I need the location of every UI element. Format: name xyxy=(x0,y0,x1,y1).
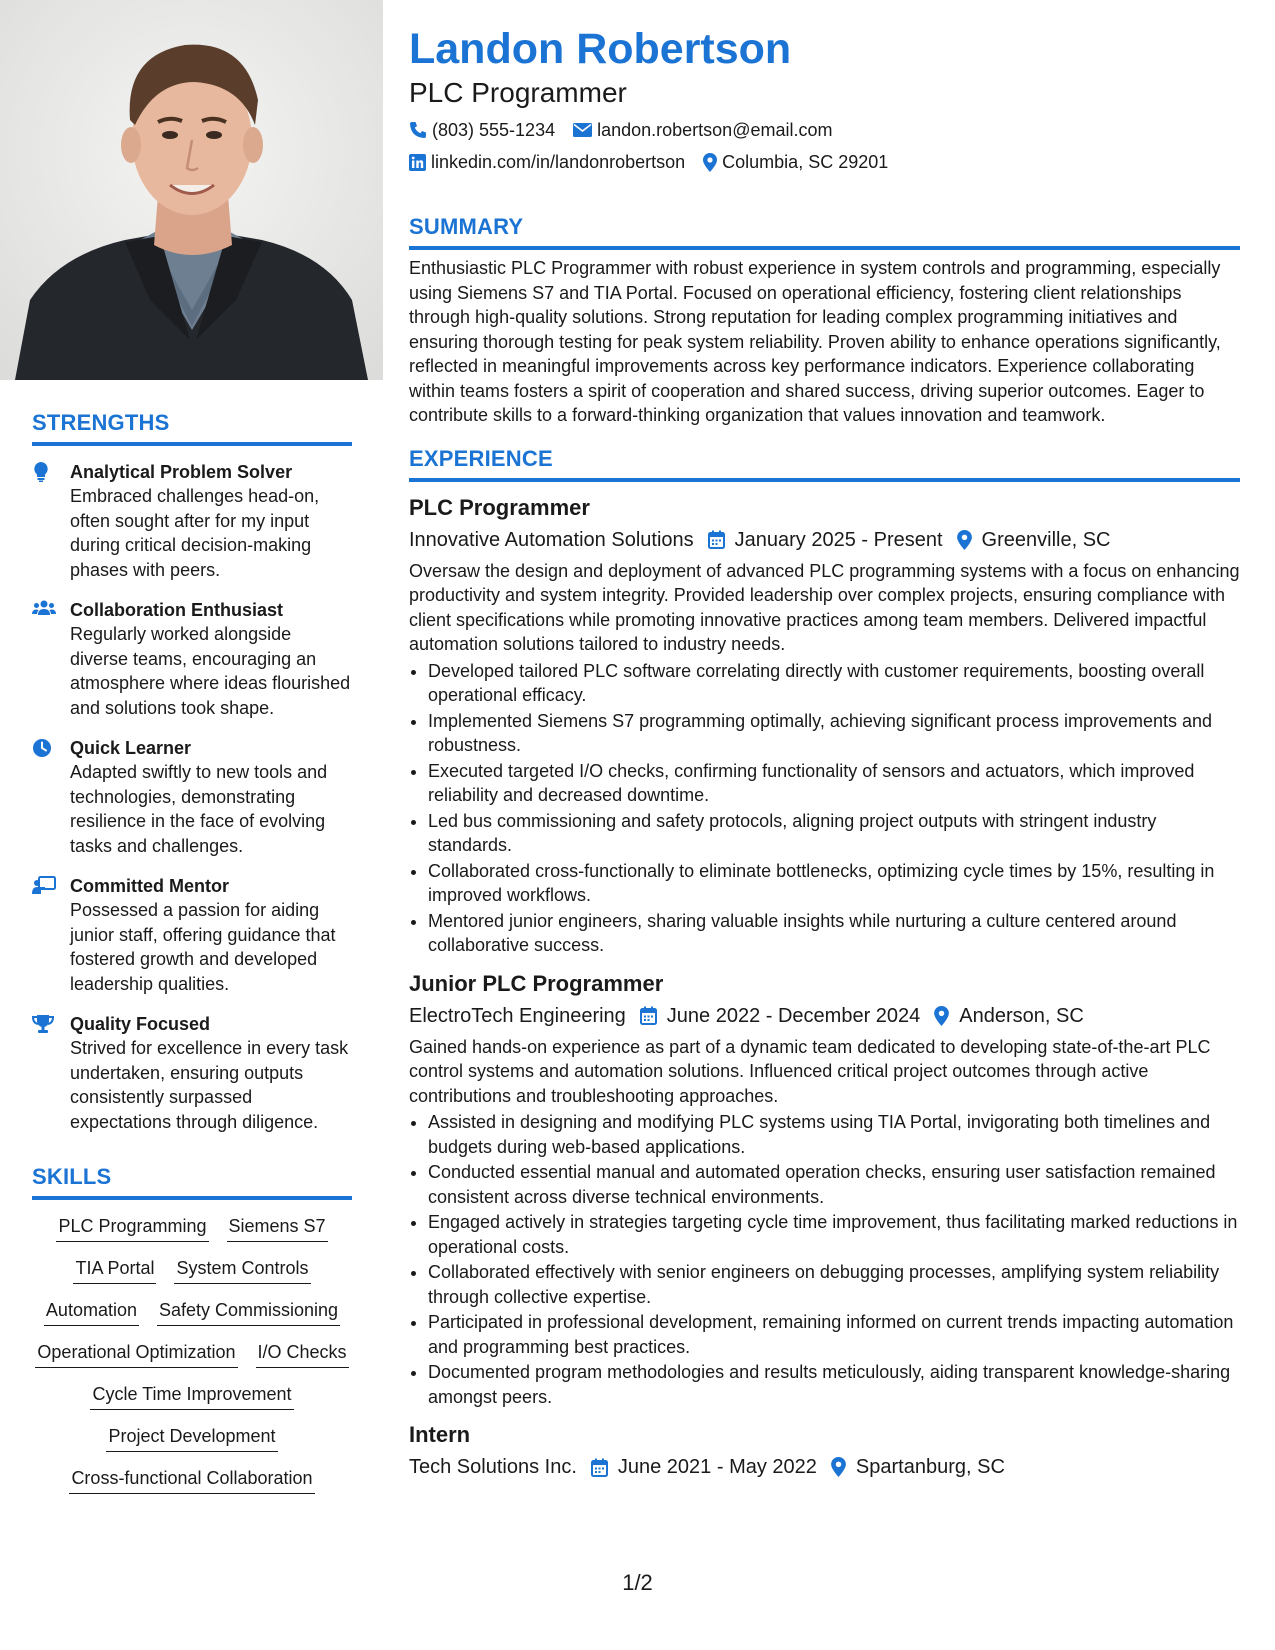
strength-item xyxy=(32,598,352,720)
job-dates-item xyxy=(591,1454,817,1480)
bullet-item: • Implemented Siemens S7 programming optimally, achieving significant process improvements and robustness. xyxy=(428,709,1240,758)
sidebar-content xyxy=(32,410,352,1494)
job-entry xyxy=(409,1421,1240,1480)
summary-heading: SUMMARY xyxy=(409,214,1240,250)
candidate-role: PLC Programmer xyxy=(409,77,627,108)
strength-desc: Adapted swiftly to new tools and technologies, demonstrating resilience in the face of evolving tasks and challenges. xyxy=(70,762,328,856)
strength-desc: Possessed a passion for aiding junior staff, offering guidance that fostered growth and developed leadership qualities. xyxy=(70,900,336,994)
job-location-item xyxy=(934,1003,1084,1029)
phone-icon xyxy=(409,121,432,139)
location-item xyxy=(703,150,888,174)
job-company: Tech Solutions Inc. xyxy=(409,1456,577,1478)
skill-tag: Cycle Time Improvement xyxy=(90,1382,293,1410)
job-company: Innovative Automation Solutions xyxy=(409,528,694,551)
strength-item xyxy=(32,736,352,858)
job-location: Spartanburg, SC xyxy=(855,1456,1005,1478)
strength-title: Quality Focused xyxy=(70,1014,211,1034)
users-icon xyxy=(32,598,70,720)
job-description: Oversaw the design and deployment of advanced PLC programming systems with a focus on enhancing productivity and system integrity. Provided leadership over complex projects, ensuring compliance with client specifications while promoting innovative practices among team members. Delivered impactful automation solutions tailored to industry needs. xyxy=(409,560,1240,654)
phone-item xyxy=(409,118,555,142)
phone-text[interactable]: (803) 555-1234 xyxy=(432,120,556,140)
skill-tag: I/O Checks xyxy=(256,1340,349,1368)
main-content xyxy=(409,24,1240,1480)
job-location-item xyxy=(957,527,1111,553)
bullet-item: • Mentored junior engineers, sharing valuable insights while nurturing a culture centered around collaborative success. xyxy=(428,909,1240,958)
map-pin-icon xyxy=(703,153,722,172)
strength-title: Committed Mentor xyxy=(70,876,229,896)
strength-desc: Embraced challenges head-on, often sought after for my input during critical decision-making phases with peers. xyxy=(70,486,320,580)
trophy-icon xyxy=(32,1012,70,1134)
strength-item xyxy=(32,874,352,996)
skill-tag: TIA Portal xyxy=(73,1256,156,1284)
job-dates: January 2025 - Present xyxy=(734,528,943,551)
strength-item xyxy=(32,460,352,582)
skill-tag: Siemens S7 xyxy=(227,1214,328,1242)
clock-icon xyxy=(32,736,70,858)
experience-heading: EXPERIENCE xyxy=(409,446,1240,482)
bullet-item: • Engaged actively in strategies targeting cycle time improvement, thus facilitating marked reductions in operational costs. xyxy=(428,1210,1240,1259)
candidate-name: Landon Robertson xyxy=(409,25,792,73)
skill-tag: System Controls xyxy=(174,1256,310,1284)
summary-section xyxy=(409,214,1240,428)
bullet-item: • Assisted in designing and modifying PLC systems using TIA Portal, invigorating both timelines and budgets during web-based applications. xyxy=(428,1110,1240,1159)
mentor-icon xyxy=(32,874,70,996)
strength-title: Quick Learner xyxy=(70,738,192,758)
skill-tag: Cross-functional Collaboration xyxy=(69,1466,314,1494)
map-pin-icon xyxy=(831,1457,856,1477)
job-bullets xyxy=(409,659,1240,958)
skill-tag: Project Development xyxy=(106,1424,277,1452)
job-title: PLC Programmer xyxy=(409,494,590,520)
job-dates: June 2022 - December 2024 xyxy=(666,1004,921,1027)
calendar-icon xyxy=(640,1006,667,1025)
page-number: 1/2 xyxy=(622,1570,653,1595)
bullet-item: • Documented program methodologies and results meticulously, aiding transparent knowledge-sharing amongst peers. xyxy=(428,1360,1240,1409)
job-dates-item xyxy=(708,527,943,553)
job-entry xyxy=(409,970,1240,1410)
bullet-item: • Developed tailored PLC software correlating directly with customer requirements, boosting overall operational efficacy. xyxy=(428,659,1240,708)
map-pin-icon xyxy=(934,1006,959,1026)
bullet-item: • Participated in professional development, remaining informed on current trends impacting automation and programming best practices. xyxy=(428,1310,1240,1359)
job-company: ElectroTech Engineering xyxy=(409,1004,626,1027)
email-item xyxy=(573,118,832,142)
skills-list xyxy=(32,1214,352,1494)
job-location: Anderson, SC xyxy=(959,1004,1084,1027)
strength-item xyxy=(32,1012,352,1134)
bullet-item: • Collaborated effectively with senior engineers on debugging processes, amplifying system reliability through collective expertise. xyxy=(428,1260,1240,1309)
job-dates-item xyxy=(640,1003,921,1029)
job-meta xyxy=(409,527,1240,553)
linkedin-text[interactable]: linkedin.com/in/landonrobertson xyxy=(431,152,686,172)
job-location-item xyxy=(831,1454,1005,1480)
calendar-icon xyxy=(708,530,735,549)
job-bullets xyxy=(409,1110,1240,1409)
job-title: Junior PLC Programmer xyxy=(409,970,664,996)
strength-title: Collaboration Enthusiast xyxy=(70,600,284,620)
job-meta xyxy=(409,1003,1240,1029)
strength-desc: Regularly worked alongside diverse teams, encouraging an atmosphere where ideas flourished and solutions took shape. xyxy=(70,624,351,718)
bullet-item: • Conducted essential manual and automated operation checks, ensuring user satisfaction remained consistent across diverse technical environments. xyxy=(428,1160,1240,1209)
skill-tag: Operational Optimization xyxy=(35,1340,237,1368)
contact-row xyxy=(409,150,1240,174)
skill-tag: Automation xyxy=(44,1298,139,1326)
skill-tag: PLC Programming xyxy=(56,1214,208,1242)
summary-text: Enthusiastic PLC Programmer with robust experience in system controls and programming, especially using Siemens S7 and TIA Portal. Focused on operational efficiency, fostering client relationships through high-quality solutions. Strong reputation for leading complex programming initiatives and ensuring thorough testing for peak system reliability. Proven ability to enhance operations significantly, reflected in meaningful improvements across key performance indicators. Experience collaborating within teams fosters a spirit of cooperation and shared success, driving superior outcomes. Eager to contribute skills to a forward-thinking organization that values innovation and teamwork. xyxy=(409,258,1221,425)
location-text: Columbia, SC 29201 xyxy=(722,152,889,172)
envelope-icon xyxy=(573,123,597,137)
profile-photo xyxy=(0,0,383,380)
job-description: Gained hands-on experience as part of a dynamic team dedicated to developing state-of-the-art PLC control systems and automation solutions. Influenced critical project outcomes through active contributions and troubleshooting approaches. xyxy=(409,1036,1211,1106)
job-entry xyxy=(409,494,1240,958)
bullet-item: • Collaborated cross-functionally to eliminate bottlenecks, optimizing cycle times by 15%, resulting in improved workflows. xyxy=(428,859,1240,908)
skills-heading: SKILLS xyxy=(32,1164,352,1200)
calendar-icon xyxy=(591,1458,618,1477)
strengths-heading: STRENGTHS xyxy=(32,410,352,446)
strength-title: Analytical Problem Solver xyxy=(70,462,293,482)
job-title: Intern xyxy=(409,1422,471,1447)
job-location: Greenville, SC xyxy=(981,528,1111,551)
lightbulb-icon xyxy=(32,460,70,582)
experience-section xyxy=(409,446,1240,1481)
email-text[interactable]: landon.robertson@email.com xyxy=(597,120,833,140)
bullet-item: • Executed targeted I/O checks, confirming functionality of sensors and actuators, which improved reliability and decreased downtime. xyxy=(428,759,1240,808)
bullet-item: • Led bus commissioning and safety protocols, aligning project outputs with stringent industry standards. xyxy=(428,809,1240,858)
contact-row xyxy=(409,118,1240,142)
strength-desc: Strived for excellence in every task undertaken, ensuring outputs consistently surpassed expectations through diligence. xyxy=(70,1038,349,1132)
sidebar xyxy=(0,0,383,1650)
linkedin-item xyxy=(409,150,685,174)
skill-tag: Safety Commissioning xyxy=(157,1298,340,1326)
linkedin-icon xyxy=(409,154,431,171)
job-meta xyxy=(409,1454,1240,1480)
job-dates: June 2021 - May 2022 xyxy=(617,1456,817,1478)
map-pin-icon xyxy=(957,530,982,550)
